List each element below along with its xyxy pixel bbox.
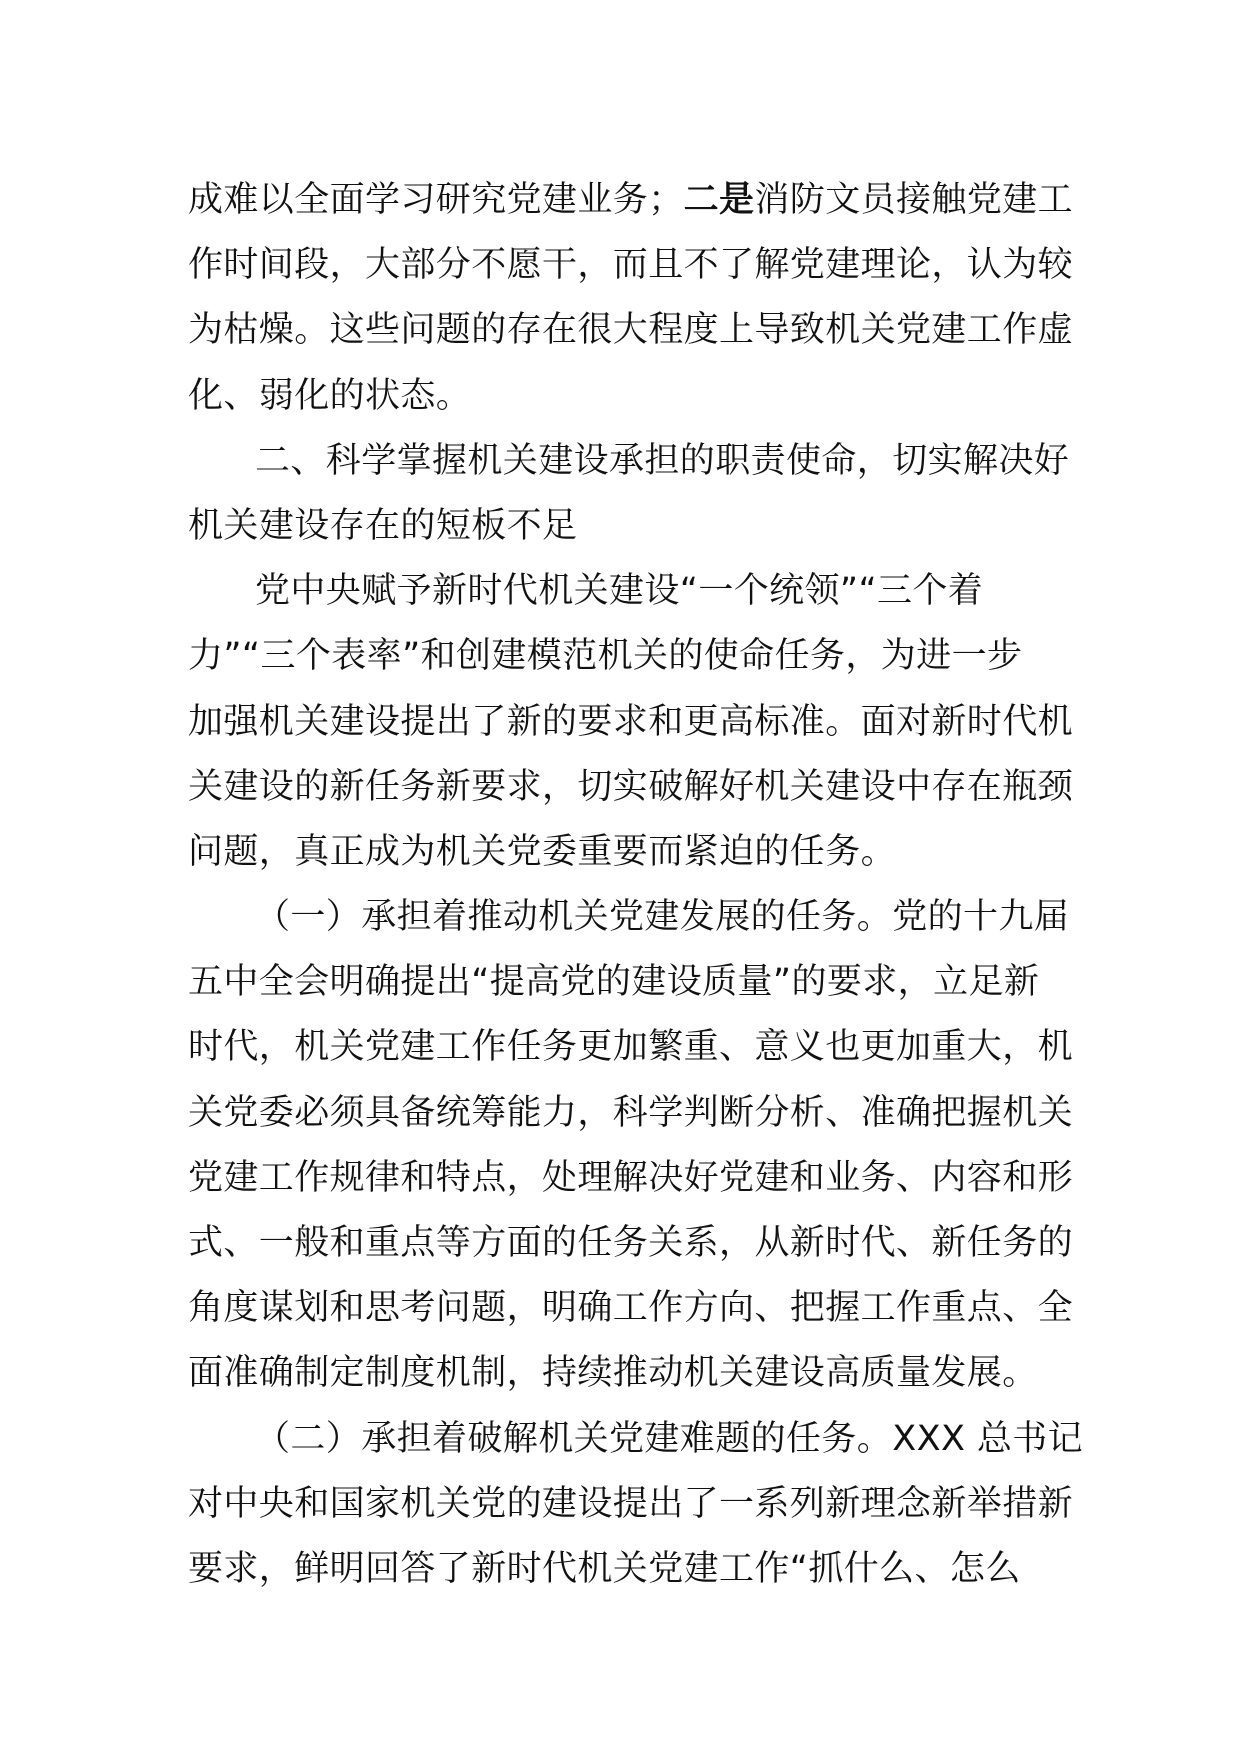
text-segment: 成难以全面学习研究党建业务； [188, 180, 684, 220]
emphasis-text: 二是 [683, 180, 755, 220]
text-line-18: 角度谋划和思考问题，明确工作方向、把握工作重点、全 [188, 1288, 1074, 1329]
text-line-21: 对中央和国家机关党的建设提出了一系列新理念新举措新 [188, 1483, 1074, 1524]
text-line-19: 面准确制定制度机制，持续推动机关建设高质量发展。 [188, 1353, 1038, 1394]
text-line-11: 问题，真正成为机关党委重要而紧迫的任务。 [188, 831, 897, 872]
text-line-3: 为枯燥。这些问题的存在很大程度上导致机关党建工作虚 [188, 310, 1074, 351]
body-text [188, 168, 1084, 1602]
text-line-14: 时代，机关党建工作任务更加繁重、意义也更加重大，机 [188, 1027, 1074, 1068]
text-segment: 消防文员接触党建工 [754, 180, 1074, 220]
text-line-16: 党建工作规律和特点，处理解决好党建和业务、内容和形 [188, 1157, 1074, 1198]
text-line-7: 党中央赋予新时代机关建设“一个统领”“三个着 [255, 571, 984, 612]
text-line-10: 关建设的新任务新要求，切实破解好机关建设中存在瓶颈 [188, 766, 1074, 807]
text-line-12: （一）承担着推动机关党建发展的任务。党的十九届 [255, 897, 1070, 938]
text-line-15: 关党委必须具备统筹能力，科学判断分析、准确把握机关 [188, 1092, 1074, 1133]
section-heading-line-1: 二、科学掌握机关建设承担的职责使命，切实解决好 [255, 440, 1070, 481]
text-line-4: 化、弱化的状态。 [188, 375, 472, 416]
text-line-2: 作时间段，大部分不愿干，而且不了解党建理论，认为较 [188, 245, 1074, 286]
text-line-1 [188, 168, 1074, 233]
section-heading-line-2: 机关建设存在的短板不足 [188, 505, 578, 546]
text-line-22: 要求，鲜明回答了新时代机关党建工作“抓什么、怎么 [188, 1548, 1021, 1589]
text-line-9: 加强机关建设提出了新的要求和更高标准。面对新时代机 [188, 701, 1074, 742]
text-line-13: 五中全会明确提出“提高党的建设质量”的要求，立足新 [188, 962, 1040, 1003]
text-line-20: （二）承担着破解机关党建难题的任务。XXX 总书记 [255, 1418, 1084, 1459]
text-line-8: 力”“三个表率”和创建模范机关的使命任务，为进一步 [188, 636, 1023, 677]
text-line-17: 式、一般和重点等方面的任务关系，从新时代、新任务的 [188, 1223, 1074, 1263]
